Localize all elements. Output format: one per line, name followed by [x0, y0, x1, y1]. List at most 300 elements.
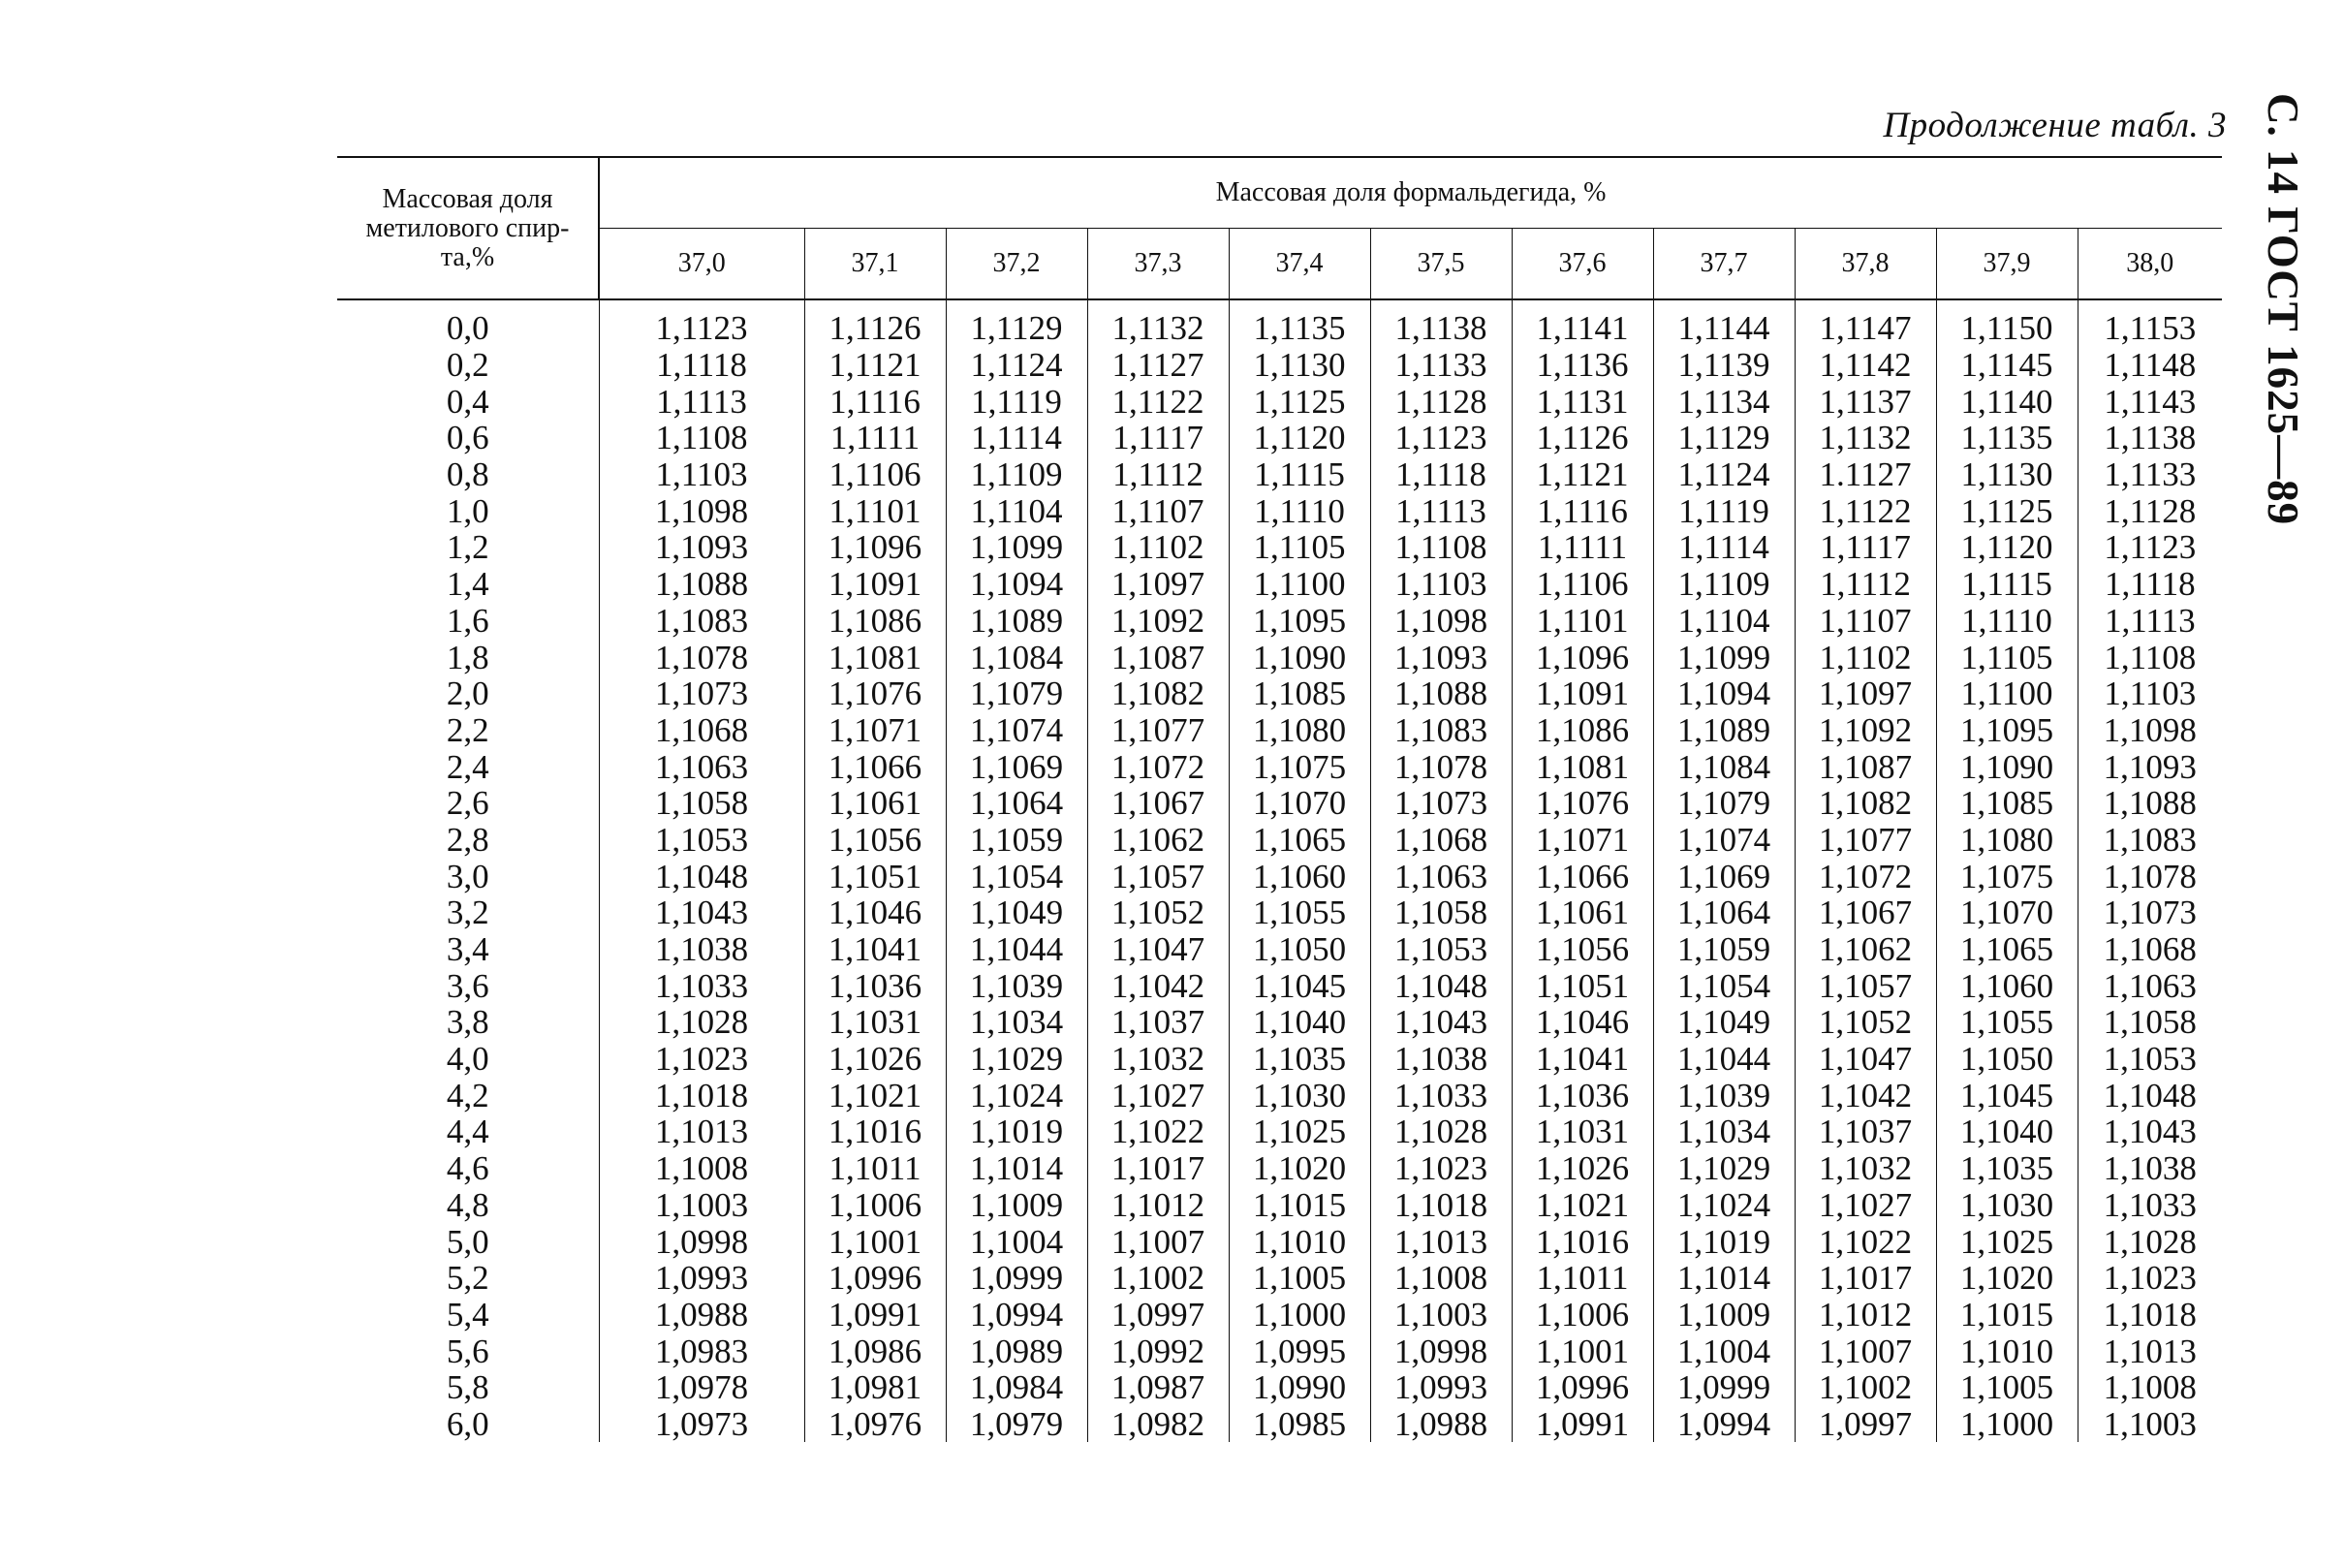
- table-cell: 1,1138: [1370, 299, 1512, 347]
- table-cell: 1,1153: [2104, 309, 2197, 348]
- row-label: 5,8: [337, 1369, 599, 1406]
- table-cell: 1,1047: [1795, 1041, 1936, 1078]
- table-cell: 1,1081: [804, 639, 946, 675]
- table-cell: 1,0991: [1512, 1406, 1653, 1443]
- table-cell: 1,1115: [1936, 566, 2078, 603]
- table-cell: 1,1067: [1087, 785, 1229, 822]
- table-cell: 1,1037: [1087, 1004, 1229, 1041]
- table-cell: 1,1116: [1512, 492, 1653, 529]
- table-cell: 1,1121: [1512, 456, 1653, 493]
- table-cell: 1,1031: [804, 1004, 946, 1041]
- row-label: 3,8: [337, 1004, 599, 1041]
- table-cell: 1,1105: [1229, 529, 1370, 566]
- table-cell: 1,1042: [1795, 1077, 1936, 1113]
- table-cell: 1,1086: [804, 603, 946, 640]
- table-cell: 1,1056: [804, 822, 946, 859]
- table-cell: 1,1045: [1936, 1077, 2078, 1113]
- table-cell: 1,1018: [1370, 1187, 1512, 1224]
- table-cell: 1,1012: [1087, 1187, 1229, 1224]
- table-cell: 1,1008: [1370, 1260, 1512, 1297]
- header-row-columns: [337, 229, 2222, 300]
- table-cell: 1,1093: [2103, 747, 2197, 786]
- table-cell: 1,1121: [804, 347, 946, 384]
- table-cell: 1,1049: [946, 894, 1087, 931]
- table-cell: 1,1050: [1936, 1041, 2078, 1078]
- table-cell: 1,1095: [1229, 603, 1370, 640]
- table-cell: 1,1098: [1370, 603, 1512, 640]
- table-cell: 1,1001: [804, 1223, 946, 1260]
- table-cell: 1,1090: [1936, 748, 2078, 785]
- table-cell: 1,1028: [1370, 1113, 1512, 1150]
- table-cell: 1,1100: [1229, 566, 1370, 603]
- table-cell: 1,1029: [946, 1041, 1087, 1078]
- table-cell: 1,1118: [599, 347, 804, 384]
- table-cell: 1,1008: [2103, 1368, 2197, 1407]
- table-cell: 1,1051: [804, 858, 946, 894]
- table-cell: 1,0993: [1370, 1369, 1512, 1406]
- table-cell: 1,1082: [1795, 785, 1936, 822]
- row-label: 0,0: [337, 299, 599, 347]
- table-cell: 1,1023: [599, 1041, 804, 1078]
- table-row: [337, 1077, 2222, 1113]
- table-cell: 1,1050: [1229, 931, 1370, 968]
- density-table: [337, 156, 2222, 1442]
- table-row: [337, 1333, 2222, 1369]
- column-header: 38,0: [2078, 229, 2222, 300]
- table-cell: 1,1095: [1936, 712, 2078, 749]
- column-header: 37,6: [1512, 229, 1653, 300]
- column-header: 37,5: [1370, 229, 1512, 300]
- table-cell: 1,1064: [946, 785, 1087, 822]
- row-label: 4,6: [337, 1150, 599, 1187]
- table-cell: 1,1147: [1795, 299, 1936, 347]
- table-cell: 1,1028: [599, 1004, 804, 1041]
- table-cell: 1,1048: [1370, 967, 1512, 1004]
- table-cell: 1,0999: [946, 1260, 1087, 1297]
- table-cell: 1,1030: [1936, 1187, 2078, 1224]
- table-cell: 1,1110: [1936, 603, 2078, 640]
- table-cell: 1,1106: [804, 456, 946, 493]
- table-row: [337, 603, 2222, 640]
- table-cell: 1,1144: [1653, 299, 1795, 347]
- table-cell: 1,0996: [804, 1260, 946, 1297]
- table-cell: 1,1072: [1795, 858, 1936, 894]
- table-cell: 1,1026: [1512, 1150, 1653, 1187]
- table-cell: 1,1091: [804, 566, 946, 603]
- table-cell: 1,1105: [1936, 639, 2078, 675]
- row-label: 2,6: [337, 785, 599, 822]
- row-label: 1,4: [337, 566, 599, 603]
- table-cell: 1,1060: [1229, 858, 1370, 894]
- table-cell: 1,1091: [1512, 675, 1653, 712]
- table-cell: 1,1015: [1229, 1187, 1370, 1224]
- table-cell: 1,1072: [1087, 748, 1229, 785]
- table-cell: 1,1018: [599, 1077, 804, 1113]
- row-label: 1,6: [337, 603, 599, 640]
- table-cell: 1,1141: [1512, 299, 1653, 347]
- table-cell: 1,1052: [1087, 894, 1229, 931]
- table-cell: 1,1150: [1936, 299, 2078, 347]
- table-cell: 1,1108: [2104, 638, 2197, 676]
- table-cell: 1,1077: [1795, 822, 1936, 859]
- table-cell: 1,1089: [946, 603, 1087, 640]
- page-running-header: С. 14 ГОСТ 1625—89: [2259, 93, 2307, 526]
- table-cell: 1,1134: [1653, 383, 1795, 420]
- table-row: [337, 1113, 2222, 1150]
- row-label: 3,0: [337, 858, 599, 894]
- row-label: 2,0: [337, 675, 599, 712]
- table-cell: 1,1044: [1653, 1041, 1795, 1078]
- table-cell: 1,0992: [1087, 1333, 1229, 1369]
- table-cell: 1,1044: [946, 931, 1087, 968]
- row-label: 1,2: [337, 529, 599, 566]
- table-cell: 1,1075: [1229, 748, 1370, 785]
- table-cell: 1,1118: [1370, 456, 1512, 493]
- table-cell: 1,1040: [1229, 1004, 1370, 1041]
- group-header: Массовая доля формальдегида, %: [599, 157, 2222, 229]
- table-cell: 1,1073: [1370, 785, 1512, 822]
- table-cell: 1,1084: [1653, 748, 1795, 785]
- table-cell: 1,1103: [599, 456, 804, 493]
- row-label: 2,4: [337, 748, 599, 785]
- table-cell: 1,0982: [1087, 1406, 1229, 1443]
- table-cell: 1,1026: [804, 1041, 946, 1078]
- table-cell: 1,1097: [1795, 675, 1936, 712]
- table-cell: 1,1048: [2103, 1076, 2197, 1114]
- table-cell: 1,1046: [1512, 1004, 1653, 1041]
- table-cell: 1,1070: [1229, 785, 1370, 822]
- table-cell: 1,1087: [1795, 748, 1936, 785]
- table-cell: 1,1096: [804, 529, 946, 566]
- table-cell: 1,1074: [1653, 822, 1795, 859]
- column-header: 37,7: [1653, 229, 1795, 300]
- table-cell: 1,1102: [1087, 529, 1229, 566]
- table-cell: 1,1107: [1795, 603, 1936, 640]
- table-cell: 1,0991: [804, 1297, 946, 1333]
- table-cell: 1,1130: [1229, 347, 1370, 384]
- table-cell: 1,1049: [1653, 1004, 1795, 1041]
- table-cell: 1,1079: [946, 675, 1087, 712]
- table-cell: 1,1010: [1229, 1223, 1370, 1260]
- table-row: [337, 456, 2222, 493]
- row-label: 5,4: [337, 1297, 599, 1333]
- table-row: [337, 1369, 2222, 1406]
- table-cell: 1,1083: [1370, 712, 1512, 749]
- row-label: 0,2: [337, 347, 599, 384]
- table-cell: 1,1069: [1653, 858, 1795, 894]
- table-cell: 1,0988: [1370, 1406, 1512, 1443]
- table-cell: 1,1123: [599, 299, 804, 347]
- table-cell: 1,1005: [1229, 1260, 1370, 1297]
- table-cell: 1,1073: [599, 675, 804, 712]
- row-label: 5,6: [337, 1333, 599, 1369]
- table-row: [337, 1150, 2222, 1187]
- table-cell: 1,1085: [1936, 785, 2078, 822]
- table-row: [337, 299, 2222, 347]
- table-cell: 1,1036: [804, 967, 946, 1004]
- table-cell: 1,1145: [1936, 347, 2078, 384]
- table-cell: 1,1071: [1512, 822, 1653, 859]
- table-cell: 1,1051: [1512, 967, 1653, 1004]
- table-cell: 1,1117: [1087, 420, 1229, 456]
- table-cell: 1,1023: [1370, 1150, 1512, 1187]
- table-cell: 1,1060: [1936, 967, 2078, 1004]
- table-cell: 1,1112: [1087, 456, 1229, 493]
- table-row: [337, 492, 2222, 529]
- table-cell: 1,1100: [1936, 675, 2078, 712]
- table-cell: 1,1126: [804, 299, 946, 347]
- table-cell: 1,1043: [2103, 1113, 2197, 1151]
- table-row: [337, 858, 2222, 894]
- table-cell: 1,1138: [2104, 419, 2197, 457]
- table-cell: 1,1035: [1936, 1150, 2078, 1187]
- table-cell: 1,1111: [804, 420, 946, 456]
- table-cell: 1,1132: [1795, 420, 1936, 456]
- table-cell: 1,1093: [599, 529, 804, 566]
- table-cell: 1,1083: [2103, 820, 2197, 859]
- table-cell: 1,1078: [1370, 748, 1512, 785]
- table-cell: 1,1096: [1512, 639, 1653, 675]
- table-row: [337, 712, 2222, 749]
- table-row: [337, 967, 2222, 1004]
- table-cell: 1,1113: [599, 383, 804, 420]
- table-cell: 1,1114: [946, 420, 1087, 456]
- table-cell: 1,1066: [1512, 858, 1653, 894]
- table-row: [337, 1223, 2222, 1260]
- table-cell: 1,1104: [946, 492, 1087, 529]
- table-row: [337, 639, 2222, 675]
- row-label: 6,0: [337, 1406, 599, 1443]
- table-cell: 1,0978: [599, 1369, 804, 1406]
- row-label: 0,8: [337, 456, 599, 493]
- table-cell: 1,1148: [2104, 346, 2197, 385]
- table-cell: 1,1038: [1370, 1041, 1512, 1078]
- table-cell: 1,0989: [946, 1333, 1087, 1369]
- table-cell: 1,0990: [1229, 1369, 1370, 1406]
- table-cell: 1,1069: [946, 748, 1087, 785]
- table-cell: 1,1065: [1229, 822, 1370, 859]
- table-cell: 1,1027: [1087, 1077, 1229, 1113]
- table-cell: 1,1062: [1795, 931, 1936, 968]
- table-cell: 1,1070: [1936, 894, 2078, 931]
- table-cell: 1,1111: [1512, 529, 1653, 566]
- table-row: [337, 529, 2222, 566]
- table-cell: 1,1011: [1512, 1260, 1653, 1297]
- table-cell: 1,1025: [1229, 1113, 1370, 1150]
- table-cell: 1,1076: [1512, 785, 1653, 822]
- row-label: 3,2: [337, 894, 599, 931]
- table-cell: 1,1021: [1512, 1187, 1653, 1224]
- column-header: 37,9: [1936, 229, 2078, 300]
- table-cell: 1,1007: [1795, 1333, 1936, 1369]
- table-row: [337, 566, 2222, 603]
- table-cell: 1,1006: [804, 1187, 946, 1224]
- table-cell: 1,1021: [804, 1077, 946, 1113]
- row-label: 5,0: [337, 1223, 599, 1260]
- table-cell: 1,1053: [1370, 931, 1512, 968]
- table-cell: 1,1000: [1936, 1406, 2078, 1443]
- row-label: 2,8: [337, 822, 599, 859]
- table-cell: 1,0997: [1087, 1297, 1229, 1333]
- table-cell: 1,1033: [2103, 1185, 2197, 1224]
- table-cell: 1,1031: [1512, 1113, 1653, 1150]
- row-label: 2,2: [337, 712, 599, 749]
- table-cell: 1,1119: [946, 383, 1087, 420]
- table-cell: 1,1039: [1653, 1077, 1795, 1113]
- table-cell: 1,1068: [2103, 930, 2197, 969]
- table-cell: 1,1092: [1795, 712, 1936, 749]
- table-cell: 1,0994: [1653, 1406, 1795, 1443]
- table-cell: 1,1027: [1795, 1187, 1936, 1224]
- table-cell: 1,0998: [599, 1223, 804, 1260]
- table-cell: 1,1093: [1370, 639, 1512, 675]
- table-cell: 1,1079: [1653, 785, 1795, 822]
- table-cell: 1,1088: [2103, 784, 2197, 823]
- table-cell: 1,1139: [1653, 347, 1795, 384]
- table-cell: 1,1107: [1087, 492, 1229, 529]
- table-cell: 1,1043: [1370, 1004, 1512, 1041]
- table-row: [337, 1041, 2222, 1078]
- table-cell: 1,1076: [804, 675, 946, 712]
- table-cell: 1,0981: [804, 1369, 946, 1406]
- table-cell: 1,0995: [1229, 1333, 1370, 1369]
- table-cell: 1,1029: [1653, 1150, 1795, 1187]
- row-label: 0,6: [337, 420, 599, 456]
- table-cell: 1,1063: [2103, 966, 2197, 1005]
- table-cell: 1,1007: [1087, 1223, 1229, 1260]
- table-cell: 1,1034: [946, 1004, 1087, 1041]
- table-cell: 1,1123: [2104, 528, 2197, 567]
- table-cell: 1,0984: [946, 1369, 1087, 1406]
- table-row: [337, 894, 2222, 931]
- table-cell: 1,1032: [1087, 1041, 1229, 1078]
- table-cell: 1,1088: [599, 566, 804, 603]
- table-cell: 1,1066: [804, 748, 946, 785]
- table-cell: 1,1013: [2103, 1332, 2197, 1370]
- table-cell: 1,0983: [599, 1333, 804, 1369]
- table-cell: 1,1004: [1653, 1333, 1795, 1369]
- table-cell: 1,1104: [1653, 603, 1795, 640]
- table-cell: 1,0979: [946, 1406, 1087, 1443]
- table-cell: 1,1135: [1229, 299, 1370, 347]
- table-cell: 1,1009: [946, 1187, 1087, 1224]
- table-cell: 1,1038: [2103, 1149, 2197, 1188]
- table-row: [337, 748, 2222, 785]
- table-row: [337, 1187, 2222, 1224]
- table-cell: 1,1063: [599, 748, 804, 785]
- table-cell: 1,1099: [946, 529, 1087, 566]
- table-cell: 1,1035: [1229, 1041, 1370, 1078]
- table-cell: 1,0996: [1512, 1369, 1653, 1406]
- table-row: [337, 383, 2222, 420]
- table-cell: 1,1068: [599, 712, 804, 749]
- table-cell: 1,1055: [1936, 1004, 2078, 1041]
- table-cell: 1.1127: [1795, 456, 1936, 493]
- table-cell: 1,1101: [1512, 603, 1653, 640]
- table-cell: 1,1017: [1087, 1150, 1229, 1187]
- table-row: [337, 822, 2222, 859]
- table-cell: 1,0986: [804, 1333, 946, 1369]
- table-cell: 1,1008: [599, 1150, 804, 1187]
- row-label: 0,4: [337, 383, 599, 420]
- table-cell: 1,1028: [2103, 1222, 2197, 1261]
- table-cell: 1,1033: [1370, 1077, 1512, 1113]
- table-cell: 1,1037: [1795, 1113, 1936, 1150]
- table-cell: 1,1006: [1512, 1297, 1653, 1333]
- table-cell: 1,1053: [599, 822, 804, 859]
- table-cell: 1,1022: [1795, 1223, 1936, 1260]
- table-body: [337, 299, 2222, 1442]
- table-cell: 1,1023: [2103, 1259, 2197, 1298]
- table-cell: 1,1065: [1936, 931, 2078, 968]
- table-cell: 1,1120: [1936, 529, 2078, 566]
- table-cell: 1,1086: [1512, 712, 1653, 749]
- table-cell: 1,1115: [1229, 456, 1370, 493]
- table-cell: 1,1040: [1936, 1113, 2078, 1150]
- table-cell: 1,1122: [1087, 383, 1229, 420]
- table-cell: 1,1080: [1229, 712, 1370, 749]
- table-cell: 1,0988: [599, 1297, 804, 1333]
- table-row: [337, 931, 2222, 968]
- table-cell: 1,1071: [804, 712, 946, 749]
- table-cell: 1,1002: [1087, 1260, 1229, 1297]
- table-row: [337, 1004, 2222, 1041]
- table-cell: 1,1143: [2104, 382, 2197, 421]
- table-cell: 1,1019: [946, 1113, 1087, 1150]
- table-cell: 1,1125: [1229, 383, 1370, 420]
- table-cell: 1,1011: [804, 1150, 946, 1187]
- table-cell: 1,1129: [1653, 420, 1795, 456]
- table-cell: 1,1055: [1229, 894, 1370, 931]
- table-cell: 1,0998: [1370, 1333, 1512, 1369]
- row-label: 1,0: [337, 492, 599, 529]
- table-cell: 1,0973: [599, 1406, 804, 1443]
- table-cell: 1,1080: [1936, 822, 2078, 859]
- table-cell: 1,1002: [1795, 1369, 1936, 1406]
- table-cell: 1,1087: [1087, 639, 1229, 675]
- table-cell: 1,1128: [2104, 491, 2197, 530]
- column-header: 37,0: [599, 229, 804, 300]
- row-label: 3,6: [337, 967, 599, 1004]
- table-cell: 1,1082: [1087, 675, 1229, 712]
- table-cell: 1,1097: [1087, 566, 1229, 603]
- table-cell: 1,0994: [946, 1297, 1087, 1333]
- table-cell: 1,1119: [1653, 492, 1795, 529]
- table-cell: 1,1019: [1653, 1223, 1795, 1260]
- table-cell: 1,1017: [1795, 1260, 1936, 1297]
- table-cell: 1,1081: [1512, 748, 1653, 785]
- table-cell: 1,0997: [1795, 1406, 1936, 1443]
- table-cell: 1,1073: [2103, 894, 2197, 932]
- table-continuation-label: Продолжение табл. 3: [1883, 106, 2227, 145]
- table-row: [337, 785, 2222, 822]
- table-row: [337, 347, 2222, 384]
- table-cell: 1,1020: [1229, 1150, 1370, 1187]
- table-cell: 1,1059: [946, 822, 1087, 859]
- table-cell: 1,1103: [1370, 566, 1512, 603]
- table-cell: 1,1058: [2103, 1003, 2197, 1042]
- table-cell: 1,1020: [1936, 1260, 2078, 1297]
- table-cell: 1,1101: [804, 492, 946, 529]
- table-cell: 1,1133: [2104, 455, 2197, 494]
- table-cell: 1,1012: [1795, 1297, 1936, 1333]
- table-cell: 1,1106: [1512, 566, 1653, 603]
- table-cell: 1,1078: [2103, 857, 2197, 895]
- table-cell: 1,1022: [1087, 1113, 1229, 1150]
- table-cell: 1,1016: [804, 1113, 946, 1150]
- table-cell: 1,1114: [1653, 529, 1795, 566]
- table-cell: 1,1074: [946, 712, 1087, 749]
